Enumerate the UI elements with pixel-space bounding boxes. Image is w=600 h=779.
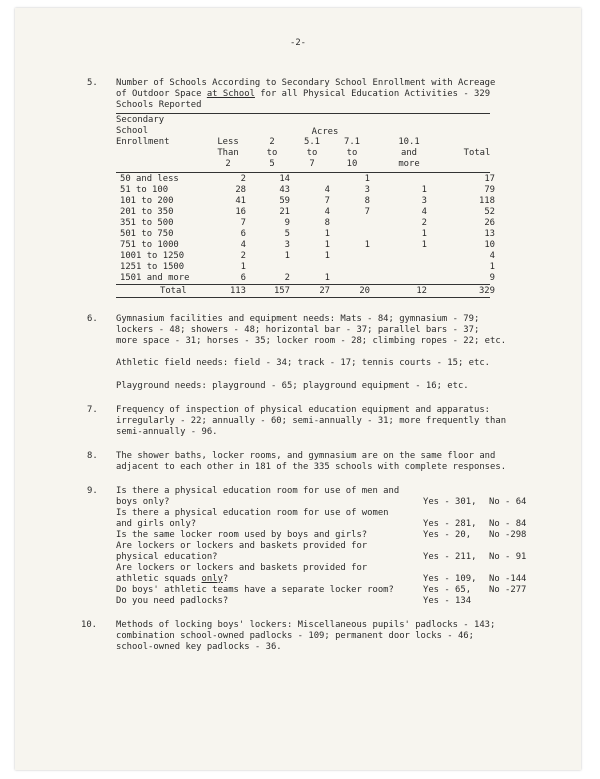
header-bottom-rule (116, 172, 490, 173)
total-cell: 157 (273, 286, 290, 296)
table-cell: 1 (324, 251, 330, 261)
q8-number: 8. (87, 451, 98, 461)
total-cell: 27 (319, 286, 330, 296)
table-cell: 6 (240, 273, 246, 283)
table-cell: 6 (240, 229, 246, 239)
total-row-label: Total (160, 286, 187, 296)
column-header: Than (217, 148, 239, 158)
table-cell: 14 (279, 174, 290, 184)
table-cell: 1 (364, 240, 370, 250)
document-page (15, 8, 581, 770)
q9-item3-yes: Yes - 20, (423, 530, 472, 540)
table-cell: 17 (484, 174, 495, 184)
table-cell: 2 (240, 251, 246, 261)
column-header: to (346, 148, 358, 158)
table-cell: 3 (421, 196, 427, 206)
table-cell: 52 (484, 207, 495, 217)
q6-athletic-needs: Athletic field needs: field - 34; track - 17; tennis courts - 15; etc. (116, 358, 491, 368)
q9-item2-line2: and girls only? (116, 519, 197, 529)
table-row-label: 201 to 350 (120, 207, 174, 217)
q7-line-3: semi-annually - 96. (116, 427, 218, 437)
column-header: 2 (269, 137, 275, 147)
q9-item7-yes: Yes - 134 (423, 596, 472, 606)
table-cell: 118 (478, 196, 495, 206)
q5-number: 5. (87, 78, 98, 88)
total-cell: 329 (478, 286, 495, 296)
row-header-line-2: School (116, 126, 149, 136)
q5-title-line-1: Number of Schools According to Secondary School Enrollment with Acreage (116, 78, 496, 88)
table-cell: 7 (324, 196, 330, 206)
q9-item2-line1: Is there a physical education room for use of women (116, 508, 389, 518)
q6-line-1: Gymnasium facilities and equipment needs: Mats - 84; gymnasium - 79; (116, 314, 480, 324)
table-cell: 5 (284, 229, 290, 239)
table-cell: 4 (324, 185, 330, 195)
q9-item4-line1: Are lockers or lockers and baskets provided for (116, 541, 368, 551)
q10-line-2: combination school-owned padlocks - 109; permanent door locks - 46; (116, 631, 474, 641)
q8-line-2: adjacent to each other in 181 of the 335 schools with complete responses. (116, 462, 507, 472)
table-cell: 7 (364, 207, 370, 217)
q9-item1-line1: Is there a physical education room for use of men and (116, 486, 400, 496)
table-row-label: 751 to 1000 (120, 240, 179, 250)
table-cell: 4 (421, 207, 427, 217)
table-cell: 3 (364, 185, 370, 195)
table-cell: 59 (279, 196, 290, 206)
q9-item1-line2: boys only? (116, 497, 170, 507)
total-cell: 12 (416, 286, 427, 296)
table-row-label: 1001 to 1250 (120, 251, 185, 261)
table-cell: 1 (240, 262, 246, 272)
column-header: Total (463, 148, 491, 158)
column-header: 7.1 (343, 137, 361, 147)
table-row-label: 50 and less (120, 174, 179, 184)
table-cell: 1 (324, 273, 330, 283)
table-cell: 79 (484, 185, 495, 195)
column-header: Less (217, 137, 239, 147)
table-cell: 1 (284, 251, 290, 261)
table-cell: 4 (324, 207, 330, 217)
q9-item6-line1: Do boys' athletic teams have a separate locker room? (116, 585, 394, 595)
table-cell: 1 (364, 174, 370, 184)
q10-number: 10. (81, 620, 98, 630)
column-header: 7 (309, 159, 315, 169)
table-cell: 9 (489, 273, 495, 283)
q9-item3-no: No -298 (489, 530, 527, 540)
table-cell: 43 (279, 185, 290, 195)
group-header: Acres (311, 127, 339, 137)
q9-item4-yes: Yes - 211, (423, 552, 477, 562)
table-cell: 2 (284, 273, 290, 283)
row-header-line-3: Enrollment (116, 137, 170, 147)
column-header: more (398, 159, 420, 169)
table-cell: 16 (235, 207, 246, 217)
table-cell: 3 (284, 240, 290, 250)
table-row-label: 351 to 500 (120, 218, 174, 228)
q9-item1-no: No - 64 (489, 497, 527, 507)
table-cell: 1 (421, 185, 427, 195)
q10-line-3: school-owned key padlocks - 36. (116, 642, 282, 652)
total-top-rule (116, 284, 490, 285)
table-top-rule (116, 113, 490, 114)
table-cell: 1 (324, 229, 330, 239)
column-header: 5.1 (303, 137, 321, 147)
q9-item2-no: No - 84 (489, 519, 527, 529)
table-cell: 21 (279, 207, 290, 217)
total-cell: 20 (359, 286, 370, 296)
table-cell: 4 (240, 240, 246, 250)
table-cell: 28 (235, 185, 246, 195)
q7-line-1: Frequency of inspection of physical education equipment and apparatus: (116, 405, 491, 415)
table-row-label: 101 to 200 (120, 196, 174, 206)
q7-number: 7. (87, 405, 98, 415)
table-cell: 8 (364, 196, 370, 206)
table-cell: 1 (489, 262, 495, 272)
q7-line-2: irregularly - 22; annually - 60; semi-annually - 31; more frequently than (116, 416, 507, 426)
table-cell: 7 (240, 218, 246, 228)
q6-number: 6. (87, 314, 98, 324)
q6-line-3: more space - 31; horses - 35; locker room - 28; climbing ropes - 22; etc. (116, 336, 507, 346)
q9-item5-no: No -144 (489, 574, 527, 584)
q9-item6-yes: Yes - 65, (423, 585, 472, 595)
q9-item3-line1: Is the same locker room used by boys and girls? (116, 530, 368, 540)
page-number: -2- (290, 38, 307, 48)
q9-number: 9. (87, 486, 98, 496)
q6-line-2: lockers - 48; showers - 48; horizontal bar - 37; parallel bars - 37; (116, 325, 480, 335)
q10-line-1: Methods of locking boys' lockers: Miscellaneous pupils' padlocks - 143; (116, 620, 496, 630)
table-cell: 2 (240, 174, 246, 184)
q9-item5-line2: athletic squads only? (116, 574, 229, 584)
q9-item5-line1: Are lockers or lockers and baskets provided for (116, 563, 368, 573)
column-header: 10 (346, 159, 358, 169)
table-cell: 9 (284, 218, 290, 228)
row-header-line-1: Secondary (116, 115, 165, 125)
table-cell: 10 (484, 240, 495, 250)
column-header: 5 (269, 159, 275, 169)
q9-item2-yes: Yes - 281, (423, 519, 477, 529)
column-header: to (306, 148, 318, 158)
table-cell: 1 (421, 229, 427, 239)
q5-title-line-2: of Outdoor Space at School for all Physical Education Activities - 329 (116, 89, 491, 99)
table-row-label: 51 to 100 (120, 185, 169, 195)
table-cell: 1 (324, 240, 330, 250)
table-row-label: 1251 to 1500 (120, 262, 185, 272)
table-cell: 13 (484, 229, 495, 239)
q9-item4-no: No - 91 (489, 552, 527, 562)
column-header: to (266, 148, 278, 158)
q9-item4-line2: physical education? (116, 552, 218, 562)
q6-playground-needs: Playground needs: playground - 65; playground equipment - 16; etc. (116, 381, 469, 391)
q9-item1-yes: Yes - 301, (423, 497, 477, 507)
column-header: 2 (225, 159, 231, 169)
table-cell: 2 (421, 218, 427, 228)
total-cell: 113 (229, 286, 246, 296)
table-cell: 26 (484, 218, 495, 228)
q8-line-1: The shower baths, locker rooms, and gymnasium are on the same floor and (116, 451, 496, 461)
table-row-label: 1501 and more (120, 273, 190, 283)
table-bottom-rule (116, 297, 490, 298)
q9-item7-line1: Do you need padlocks? (116, 596, 229, 606)
table-cell: 1 (421, 240, 427, 250)
table-row-label: 501 to 750 (120, 229, 174, 239)
table-cell: 8 (324, 218, 330, 228)
q9-item5-yes: Yes - 109, (423, 574, 477, 584)
table-cell: 4 (489, 251, 495, 261)
table-cell: 41 (235, 196, 246, 206)
column-header: 10.1 (398, 137, 420, 147)
column-header: and (400, 148, 418, 158)
q5-title-line-3: Schools Reported (116, 100, 202, 110)
q9-item6-no: No -277 (489, 585, 527, 595)
